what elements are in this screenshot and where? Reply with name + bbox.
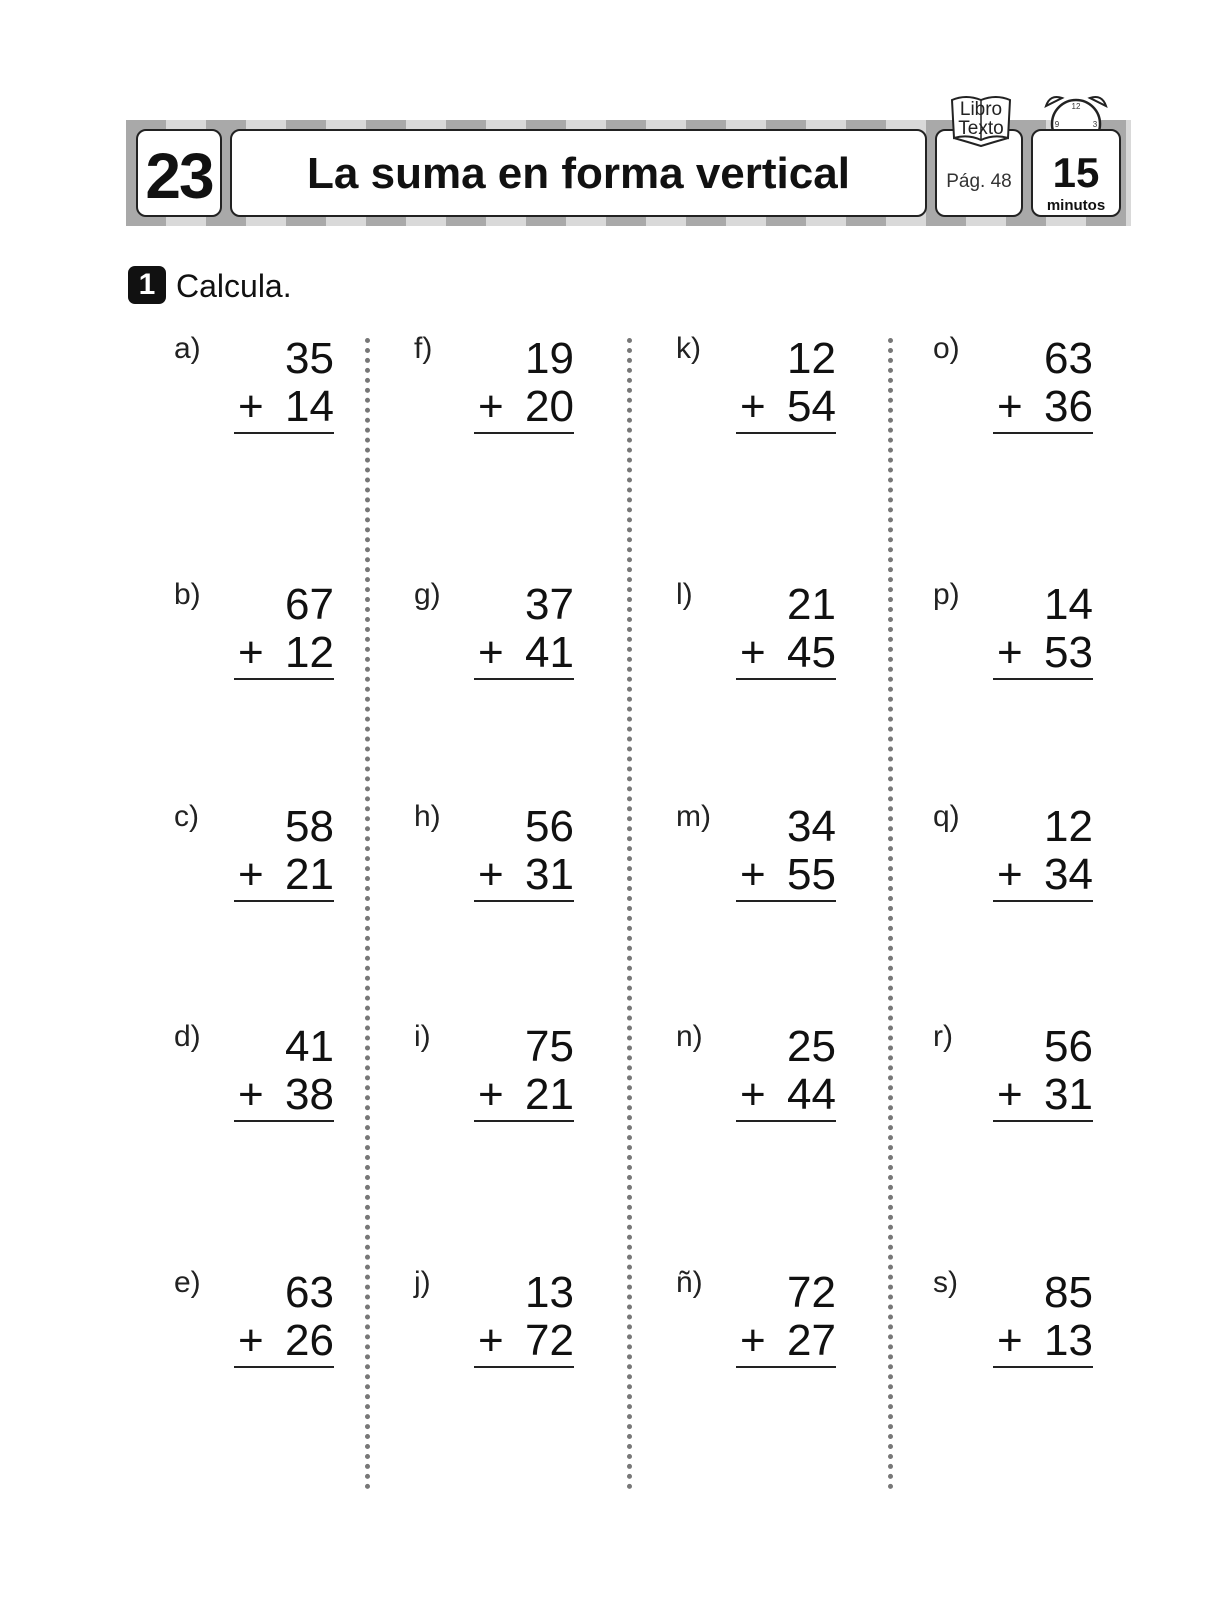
plus-sign: + [238,1070,264,1119]
problem-letter: p) [933,578,960,611]
problem-bottom-row [474,382,574,434]
problem-top-number: 72 [787,1268,836,1317]
addition-problem [414,332,574,452]
problem-bottom-row [993,1070,1093,1122]
problem-letter: i) [414,1020,431,1053]
problem-letter: m) [676,800,711,833]
problem-top-number: 12 [787,334,836,383]
time-unit: minutos [1046,197,1106,214]
plus-sign: + [740,628,766,677]
plus-sign: + [997,1070,1023,1119]
plus-sign: + [740,1316,766,1365]
problem-bottom-row [736,850,836,902]
problem-bottom-number: 31 [525,850,574,899]
problem-letter: o) [933,332,960,365]
addition-problem [174,800,334,920]
problem-bottom-number: 53 [1044,628,1093,677]
problem-top-number: 21 [787,580,836,629]
column-divider [365,338,370,1490]
book-label [948,100,1014,138]
addition-problem [676,800,836,920]
problem-bottom-row [474,1070,574,1122]
addition-problem [174,332,334,452]
problem-top-number: 34 [787,802,836,851]
problem-letter: j) [414,1266,431,1299]
book-label-line2: Texto [958,118,1004,139]
problem-bottom-number: 55 [787,850,836,899]
problem-bottom-row [234,382,334,434]
addition-problem [174,1266,334,1386]
problem-bottom-row [736,1070,836,1122]
plus-sign: + [478,1316,504,1365]
page-reference: Pág. 48 [946,171,1012,192]
problem-top-number: 37 [525,580,574,629]
clock-number-12: 12 [1071,102,1081,111]
addition-problem [676,332,836,452]
plus-sign: + [740,1070,766,1119]
problem-bottom-number: 54 [787,382,836,431]
page-title: La suma en forma vertical [307,149,850,198]
addition-problem [676,578,836,698]
problem-bottom-number: 45 [787,628,836,677]
problem-top-number: 85 [1044,1268,1093,1317]
problem-letter: c) [174,800,199,833]
column-divider [627,338,632,1490]
addition-problem [933,578,1093,698]
book-label-line1: Libro [959,99,1003,120]
problem-letter: d) [174,1020,201,1053]
time-value: 15 [1052,149,1100,196]
problem-top-number: 35 [285,334,334,383]
problem-bottom-number: 31 [1044,1070,1093,1119]
addition-problem [174,1020,334,1140]
addition-problem [174,578,334,698]
problem-bottom-row [736,628,836,680]
plus-sign: + [478,628,504,677]
problem-letter: l) [676,578,693,611]
problem-bottom-row [234,628,334,680]
problem-bottom-row [474,1316,574,1368]
plus-sign: + [238,1316,264,1365]
problem-top-number: 41 [285,1022,334,1071]
problem-bottom-number: 20 [525,382,574,431]
problem-letter: a) [174,332,201,365]
problem-top-number: 75 [525,1022,574,1071]
problem-top-number: 58 [285,802,334,851]
problem-letter: f) [414,332,433,365]
problem-bottom-row [234,1316,334,1368]
problem-top-number: 63 [285,1268,334,1317]
addition-problem [933,332,1093,452]
title-box [230,129,927,217]
time-box [1031,129,1121,217]
problem-letter: q) [933,800,960,833]
problem-bottom-number: 21 [525,1070,574,1119]
exercise-instruction: Calcula. [176,268,292,304]
addition-problem [933,1020,1093,1140]
addition-problem [414,1266,574,1386]
addition-problem [933,800,1093,920]
problem-bottom-number: 14 [285,382,334,431]
problem-bottom-row [993,382,1093,434]
problem-bottom-number: 44 [787,1070,836,1119]
exercise-number-badge: 1 [128,266,166,304]
problem-letter: r) [933,1020,953,1053]
problem-bottom-number: 36 [1044,382,1093,431]
plus-sign: + [478,850,504,899]
problem-letter: g) [414,578,441,611]
problem-bottom-row [736,382,836,434]
column-divider [888,338,893,1490]
clock-number-9: 9 [1054,120,1060,129]
problem-letter: s) [933,1266,958,1299]
worksheet-number: 23 [145,140,213,212]
plus-sign: + [238,628,264,677]
plus-sign: + [238,382,264,431]
addition-problem [414,1020,574,1140]
problem-bottom-row [474,850,574,902]
problem-top-number: 14 [1044,580,1093,629]
problem-top-number: 13 [525,1268,574,1317]
problem-bottom-number: 12 [285,628,334,677]
problem-top-number: 25 [787,1022,836,1071]
problem-letter: ñ) [676,1266,703,1299]
problem-bottom-row [234,850,334,902]
problem-top-number: 19 [525,334,574,383]
plus-sign: + [238,850,264,899]
problem-top-number: 56 [1044,1022,1093,1071]
plus-sign: + [478,1070,504,1119]
problem-bottom-row [993,1316,1093,1368]
problem-bottom-number: 38 [285,1070,334,1119]
problem-letter: k) [676,332,701,365]
addition-problem [933,1266,1093,1386]
plus-sign: + [997,1316,1023,1365]
addition-problem [676,1020,836,1140]
plus-sign: + [740,850,766,899]
problem-letter: b) [174,578,201,611]
plus-sign: + [997,628,1023,677]
problem-bottom-number: 72 [525,1316,574,1365]
problem-bottom-number: 27 [787,1316,836,1365]
problem-top-number: 56 [525,802,574,851]
problem-top-number: 67 [285,580,334,629]
problem-bottom-row [993,628,1093,680]
problem-top-number: 12 [1044,802,1093,851]
addition-problem [414,578,574,698]
addition-problem [676,1266,836,1386]
problem-bottom-row [736,1316,836,1368]
plus-sign: + [740,382,766,431]
addition-problem [414,800,574,920]
plus-sign: + [997,850,1023,899]
problem-bottom-number: 13 [1044,1316,1093,1365]
problem-bottom-number: 26 [285,1316,334,1365]
problem-letter: n) [676,1020,703,1053]
plus-sign: + [478,382,504,431]
problem-letter: e) [174,1266,201,1299]
problem-top-number: 63 [1044,334,1093,383]
problem-bottom-row [234,1070,334,1122]
problem-bottom-row [993,850,1093,902]
clock-number-3: 3 [1092,120,1098,129]
problem-bottom-number: 41 [525,628,574,677]
problem-bottom-number: 21 [285,850,334,899]
problem-letter: h) [414,800,441,833]
problem-bottom-number: 34 [1044,850,1093,899]
worksheet-number-box [136,129,222,217]
plus-sign: + [997,382,1023,431]
problem-bottom-row [474,628,574,680]
